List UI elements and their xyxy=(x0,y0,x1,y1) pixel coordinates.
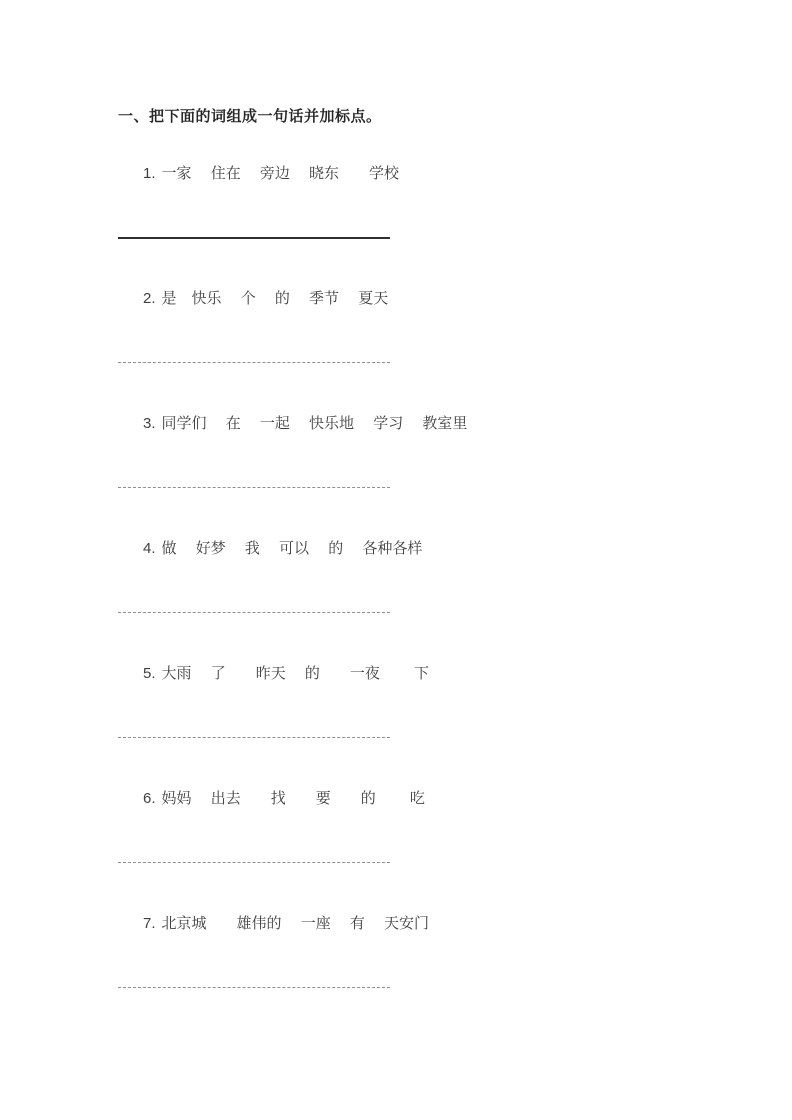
question-text xyxy=(118,650,678,698)
question-words: 北京城 雄伟的 一座 有 天安门 xyxy=(161,915,430,932)
question-number: 7. xyxy=(143,915,156,932)
question-item xyxy=(118,650,678,738)
answer-line xyxy=(118,362,390,363)
question-item xyxy=(118,900,678,988)
question-item xyxy=(118,275,678,363)
question-item xyxy=(118,775,678,863)
question-text xyxy=(118,150,678,198)
question-words: 同学们 在 一起 快乐地 学习 教室里 xyxy=(161,415,468,432)
question-number: 6. xyxy=(143,790,156,807)
question-number: 5. xyxy=(143,665,156,682)
answer-line xyxy=(118,737,390,738)
answer-line xyxy=(118,237,390,239)
question-words: 是 快乐 个 的 季节 夏天 xyxy=(161,290,389,307)
question-text xyxy=(118,400,678,448)
answer-line xyxy=(118,987,390,988)
question-text xyxy=(118,775,678,823)
answer-line xyxy=(118,487,390,488)
question-item xyxy=(118,150,678,239)
question-number: 4. xyxy=(143,540,156,557)
answer-line xyxy=(118,612,390,613)
section-heading: 一、把下面的词组成一句话并加标点。 xyxy=(118,108,382,125)
question-number: 1. xyxy=(143,165,156,182)
question-words: 一家 住在 旁边 晓东 学校 xyxy=(161,165,400,182)
answer-line xyxy=(118,862,390,863)
question-item xyxy=(118,400,678,488)
question-text xyxy=(118,525,678,573)
question-words: 做 好梦 我 可以 的 各种各样 xyxy=(161,540,423,557)
question-item xyxy=(118,525,678,613)
question-words: 妈妈 出去 找 要 的 吃 xyxy=(161,790,425,807)
question-text xyxy=(118,900,678,948)
question-text xyxy=(118,275,678,323)
question-words: 大雨 了 昨天 的 一夜 下 xyxy=(161,665,430,682)
question-number: 2. xyxy=(143,290,156,307)
question-number: 3. xyxy=(143,415,156,432)
